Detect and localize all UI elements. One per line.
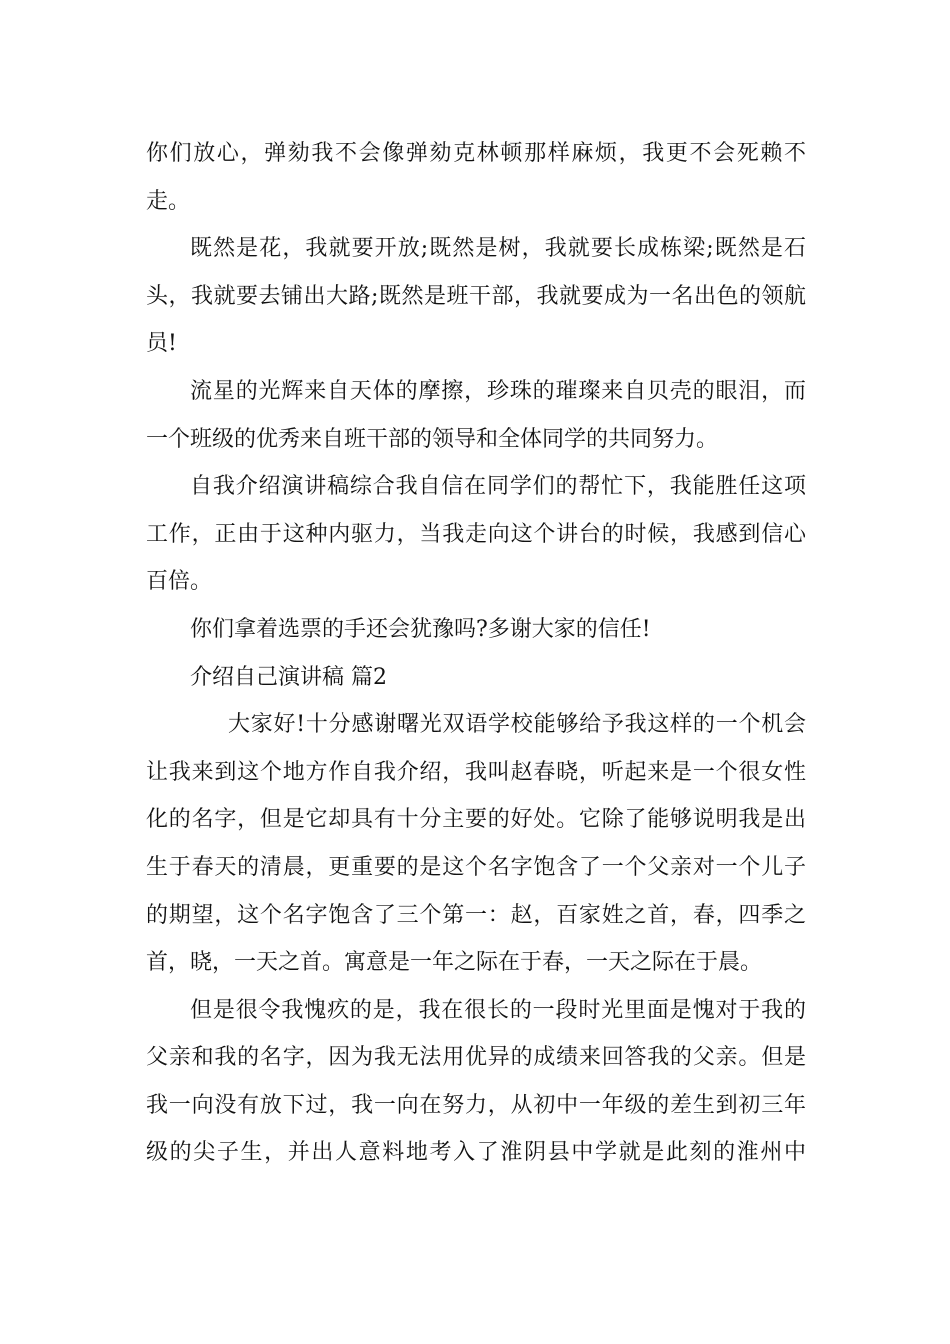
text-line: 员! xyxy=(146,331,177,357)
text-line: 化的名字，但是它却具有十分主要的好处。它除了能够说明我是出 xyxy=(146,807,806,833)
text-line: 你们放心，弹劾我不会像弹劾克林顿那样麻烦，我更不会死赖不 xyxy=(146,141,806,166)
text-line: 工作，正由于这种内驱力，当我走向这个讲台的时候，我感到信心 xyxy=(146,521,806,547)
text-line: 自我介绍演讲稿综合我自信在同学们的帮忙下，我能胜任这项 xyxy=(190,474,806,500)
text-line: 头，我就要去铺出大路;既然是班干部，我就要成为一名出色的领航 xyxy=(146,283,806,309)
text-line: 但是很令我愧疚的是，我在很长的一段时光里面是愧对于我的 xyxy=(190,997,806,1023)
section-heading: 介绍自己演讲稿 篇2 xyxy=(190,664,387,690)
text-line: 流星的光辉来自天体的摩擦，珍珠的璀璨来自贝壳的眼泪，而 xyxy=(190,378,806,404)
text-line: 生于春天的清晨，更重要的是这个名字饱含了一个父亲对一个儿子 xyxy=(146,854,806,880)
text-line: 一个班级的优秀来自班干部的领导和全体同学的共同努力。 xyxy=(146,426,719,452)
text-line: 走。 xyxy=(146,188,191,214)
text-line: 父亲和我的名字，因为我无法用优异的成绩来回答我的父亲。但是 xyxy=(146,1045,806,1071)
text-line: 大家好!十分感谢曙光双语学校能够给予我这样的一个机会 xyxy=(228,712,806,738)
text-line: 百倍。 xyxy=(146,569,213,595)
text-line: 的期望，这个名字饱含了三个第一：赵，百家姓之首，春，四季之 xyxy=(146,902,806,928)
text-line: 既然是花，我就要开放;既然是树，我就要长成栋梁;既然是石 xyxy=(190,236,806,262)
text-line: 我一向没有放下过，我一向在努力，从初中一年级的差生到初三年 xyxy=(146,1092,806,1118)
text-line: 让我来到这个地方作自我介绍，我叫赵春晓，听起来是一个很女性 xyxy=(146,759,806,785)
text-line: 你们拿着选票的手还会犹豫吗?多谢大家的信任! xyxy=(190,616,651,642)
text-line: 级的尖子生，并出人意料地考入了淮阴县中学就是此刻的淮州中 xyxy=(146,1140,806,1166)
document-body xyxy=(146,130,806,1177)
text-line: 首，晓，一天之首。寓意是一年之际在于春，一天之际在于晨。 xyxy=(146,950,763,976)
